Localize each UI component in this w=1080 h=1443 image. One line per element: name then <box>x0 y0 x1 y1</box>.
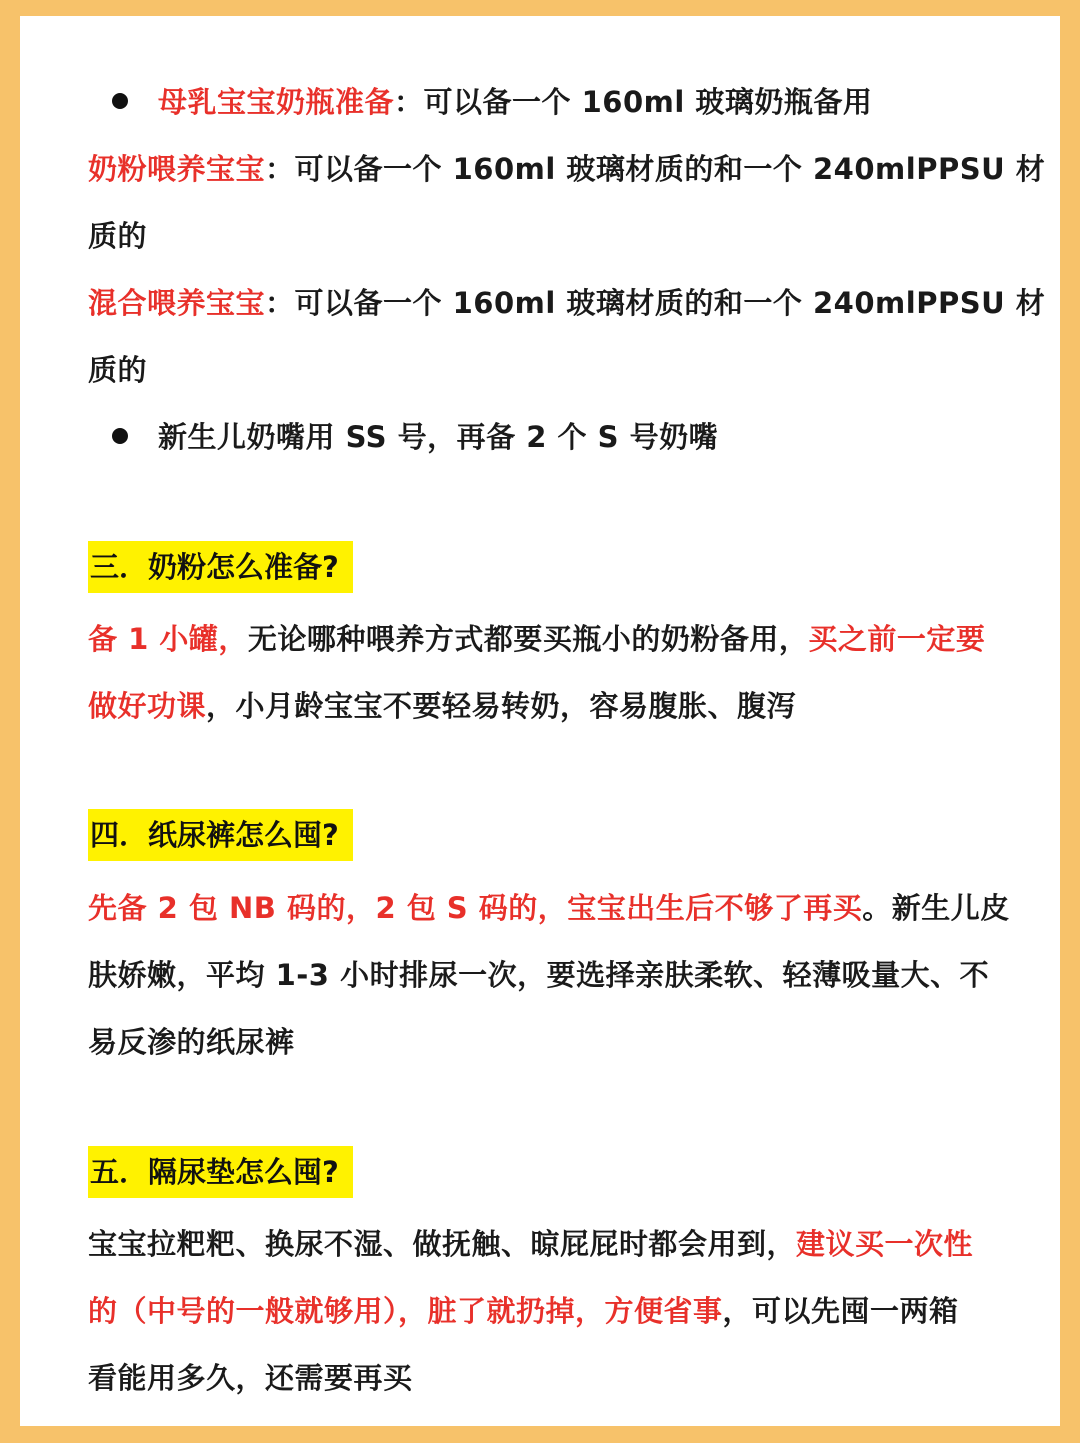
breast-label: 母乳宝宝奶瓶准备 <box>158 85 395 119</box>
section3-text-1: 无论哪种喂养方式都要买瓶小的奶粉备用， <box>247 622 809 656</box>
formula-label: 奶粉喂养宝宝 <box>88 152 266 186</box>
bullet-icon <box>112 93 128 109</box>
mixed-line-2: 质的 <box>88 353 148 387</box>
section5-line-1 <box>88 1224 988 1264</box>
section4-line-1 <box>88 888 1010 928</box>
section5-line-2 <box>88 1291 988 1331</box>
section5-red-2: 的（中号的一般就够用），脏了就扔掉，方便省事 <box>88 1294 723 1328</box>
section4-text-1: 。新生儿皮 <box>862 891 1010 925</box>
section3-heading: 三．奶粉怎么准备? <box>88 541 353 593</box>
section3-red-2: 买之前一定要 <box>808 622 986 656</box>
section5-red-1: 建议买一次性 <box>796 1227 974 1261</box>
section4-line-2: 肤娇嫩，平均 1-3 小时排尿一次，要选择亲肤柔软、轻薄吸量大、不 <box>88 958 990 992</box>
nipple-text: 新生儿奶嘴用 SS 号，再备 2 个 S 号奶嘴 <box>158 420 719 454</box>
bullet-line-nipple <box>108 417 1008 457</box>
bullet-icon <box>112 428 128 444</box>
formula-text-1: ：可以备一个 160ml 玻璃材质的和一个 240mlPPSU 材 <box>265 152 1046 186</box>
section3-text-2: ，小月龄宝宝不要轻易转奶，容易腹胀、腹泻 <box>206 689 797 723</box>
section4-heading: 四．纸尿裤怎么囤? <box>88 809 353 861</box>
section3-line-2 <box>88 686 988 726</box>
section3-red-3: 做好功课 <box>88 689 207 723</box>
breast-text: ：可以备一个 160ml 玻璃奶瓶备用 <box>394 85 873 119</box>
bullet-line-breast <box>108 82 1008 122</box>
mixed-line-1 <box>88 283 1046 323</box>
formula-line-1 <box>88 149 1046 189</box>
mixed-label: 混合喂养宝宝 <box>88 286 266 320</box>
section5-line-3: 看能用多久，还需要再买 <box>88 1361 413 1395</box>
section5-text-2: ，可以先囤一两箱 <box>722 1294 959 1328</box>
section3-red-1: 备 1 小罐， <box>88 622 248 656</box>
formula-line-2: 质的 <box>88 219 148 253</box>
section4-red-1: 先备 2 包 NB 码的，2 包 S 码的，宝宝出生后不够了再买 <box>88 891 863 925</box>
section5-heading: 五．隔尿垫怎么囤? <box>88 1146 353 1198</box>
section3-line-1 <box>88 619 988 659</box>
mixed-text-1: ：可以备一个 160ml 玻璃材质的和一个 240mlPPSU 材 <box>265 286 1046 320</box>
section5-text-1: 宝宝拉粑粑、换尿不湿、做抚触、晾屁屁时都会用到， <box>88 1227 797 1261</box>
section4-line-3: 易反渗的纸尿裤 <box>88 1025 295 1059</box>
